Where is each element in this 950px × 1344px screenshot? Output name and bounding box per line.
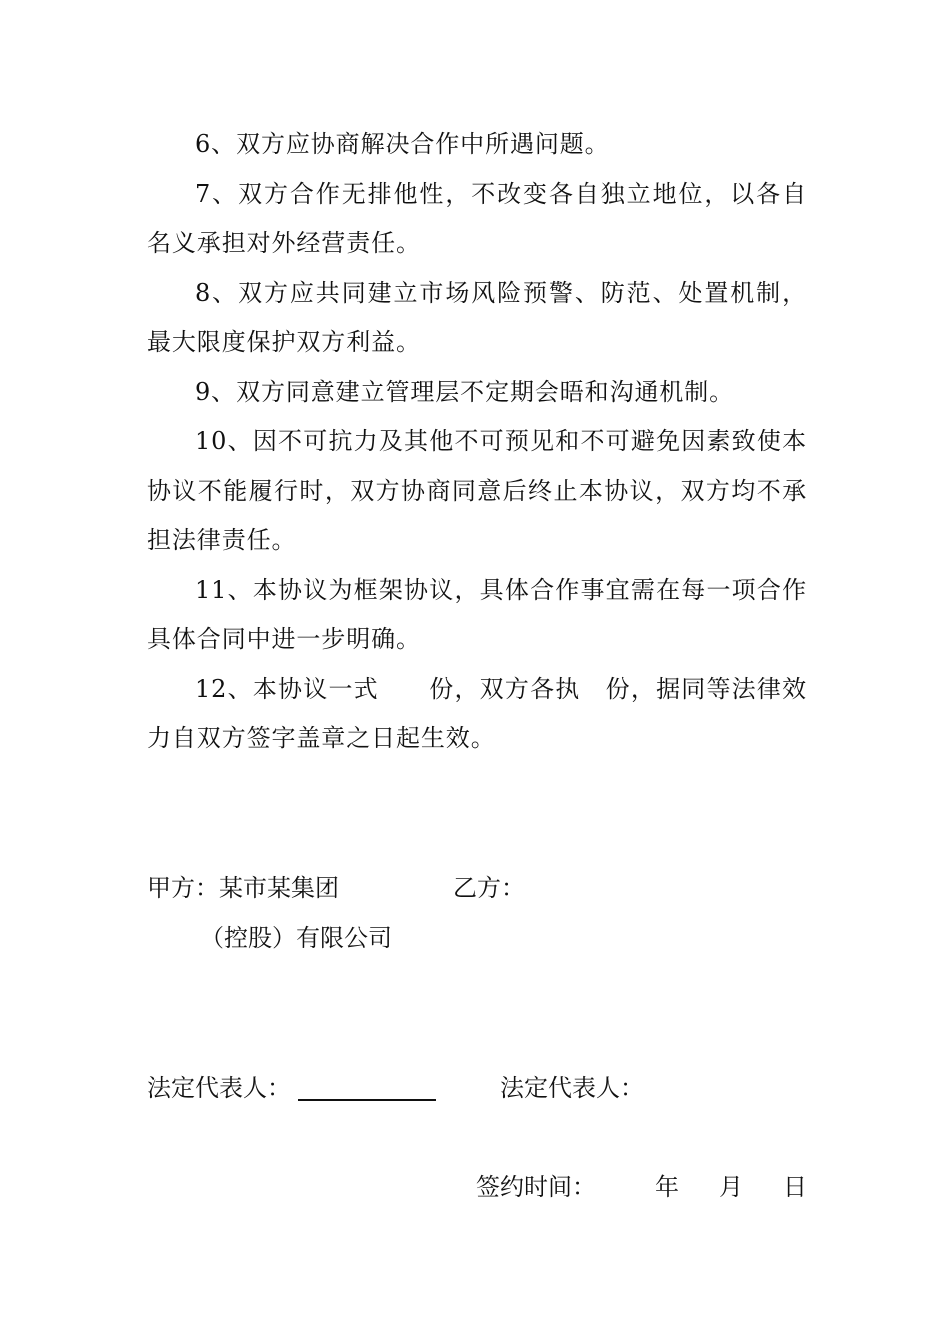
clause-8: 8、双方应共同建立市场风险预警、防范、处置机制，最大限度保护双方利益。: [147, 278, 807, 356]
party-a-representative-label: 法定代表人：: [147, 1074, 291, 1102]
clause-11: 11、本协议为框架协议，具体合作事宜需在每一项合作具体合同中进一步明确。: [147, 575, 807, 653]
clause-12: 12、本协议一式 份，双方各执 份，据同等法律效力自双方签字盖章之日起生效。: [147, 674, 807, 752]
agreement-clauses: [147, 120, 807, 764]
party-a-company-line2: （控股）有限公司: [200, 924, 392, 952]
signing-date-day: 日: [783, 1173, 807, 1201]
signing-date-label: 签约时间：: [476, 1173, 596, 1201]
signing-date-month: 月: [719, 1173, 743, 1201]
party-b-label: 乙方：: [453, 874, 525, 902]
signing-date-year: 年: [655, 1173, 679, 1201]
party-a-representative-signature-line: [298, 1099, 436, 1101]
clause-7: 7、双方合作无排他性，不改变各自独立地位，以各自名义承担对外经营责任。: [147, 179, 807, 257]
party-b-representative-label: 法定代表人：: [500, 1074, 644, 1102]
clause-9: 9、双方同意建立管理层不定期会晤和沟通机制。: [195, 377, 735, 406]
clause-6: 6、双方应协商解决合作中所遇问题。: [195, 130, 610, 158]
party-a-label: 甲方：某市某集团: [147, 874, 339, 902]
clause-10: 10、因不可抗力及其他不可预见和不可避免因素致使本协议不能履行时，双方协商同意后终止本协议，双方均不承担法律责任。: [147, 427, 807, 554]
